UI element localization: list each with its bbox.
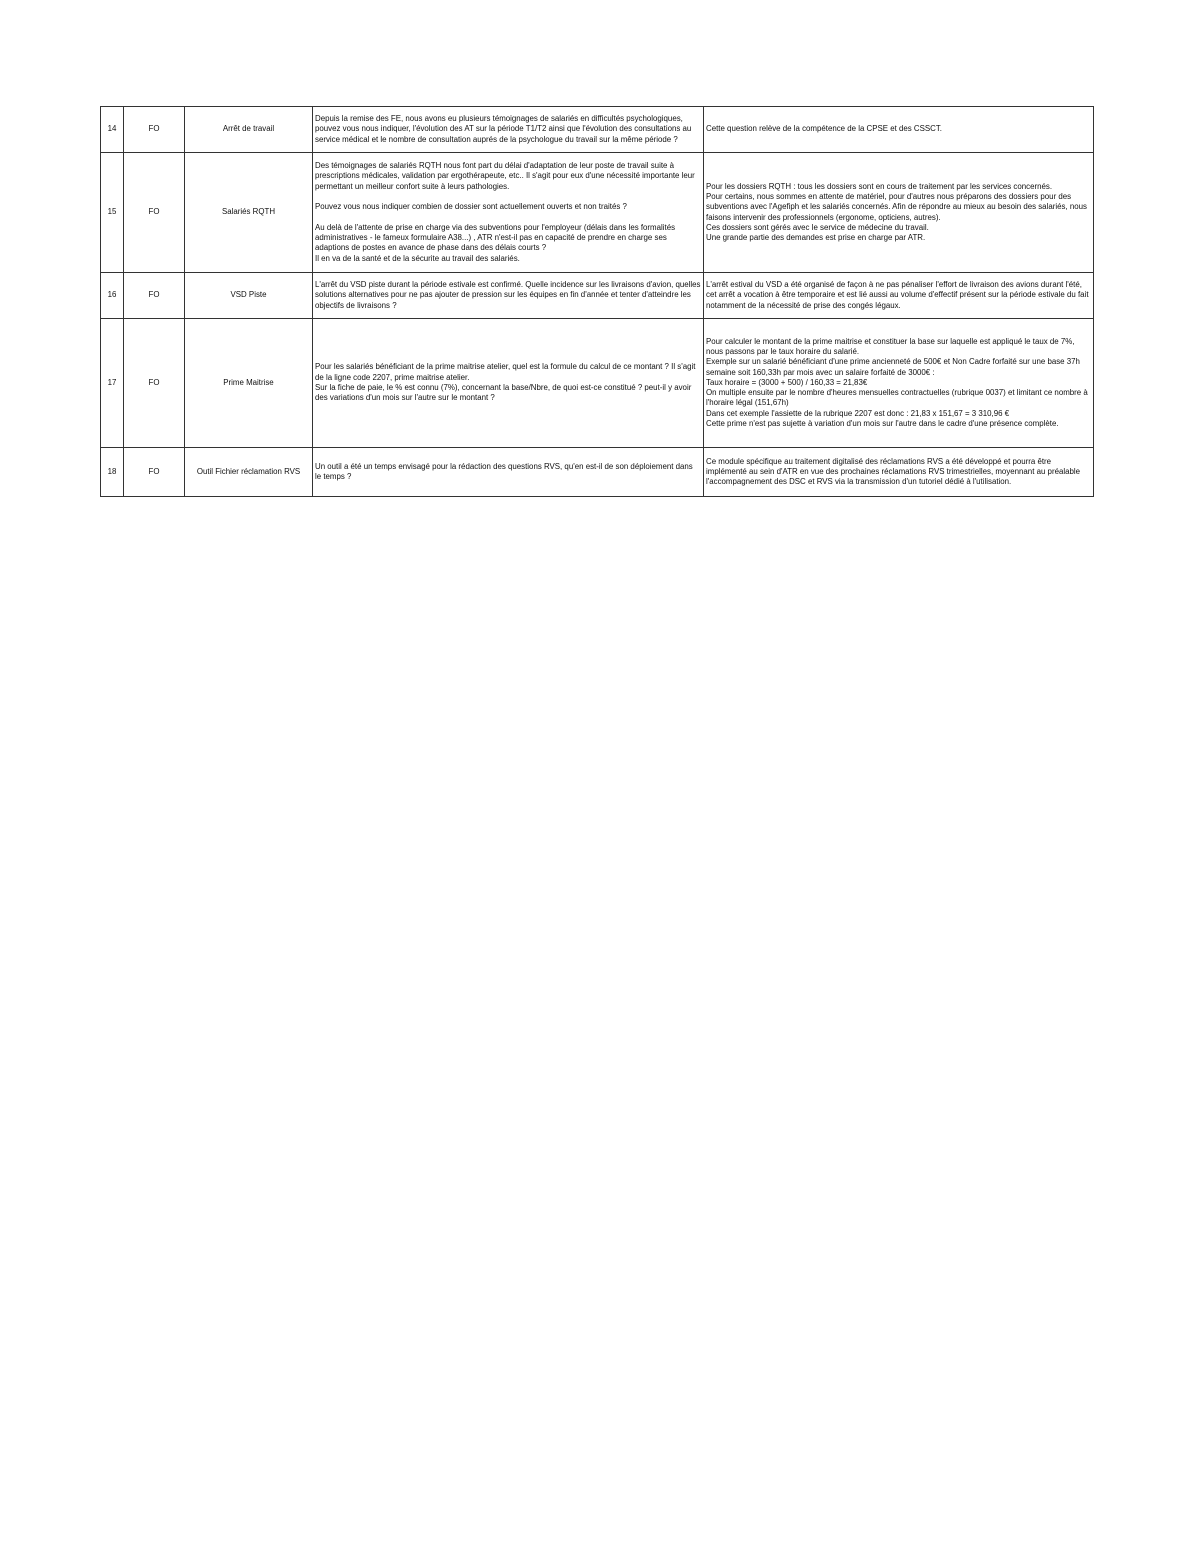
- table-row: [101, 153, 1094, 273]
- organization: FO: [124, 153, 185, 273]
- row-number: 15: [101, 153, 124, 273]
- table-row: [101, 107, 1094, 153]
- question: Depuis la remise des FE, nous avons eu plusieurs témoignages de salariés en difficultés psychologiques, pouvez vous nous indiquer, l'évolution des AT sur la période T1/T2 ainsi que l'évolution des consultations au service médical et le nombre de consultation auprés de la psychologue du travail sur la même période ?: [313, 107, 704, 153]
- answer: Pour les dossiers RQTH : tous les dossiers sont en cours de traitement par les services concernés. Pour certains, nous sommes en attente de matériel, pour d'autres nous préparons des dossiers pour des subventions avec l'Agefiph et les salariés concernés. Afin de répondre au mieux au besoin des salariés, nous faisons intervenir des professionnels (ergonome, opticiens, autres). Ces dossiers sont gérés avec le service de médecine du travail. Une grande partie des demandes est prise en charge par ATR.: [704, 153, 1094, 273]
- row-number: 14: [101, 107, 124, 153]
- answer: Ce module spécifique au traitement digitalisé des réclamations RVS a été développé et pourra être implémenté au sein d'ATR en vue des prochaines réclamations RVS trimestrielles, moyennant au préalable l'accompagnement des DSC et RVS via la transmission d'un tutoriel dédié à l'utilisation.: [704, 448, 1094, 497]
- topic: VSD Piste: [185, 273, 313, 319]
- question: Des témoignages de salariés RQTH nous font part du délai d'adaptation de leur poste de travail suite à prescriptions médicales, validation par ergothérapeute, etc.. Il s'agit pour eux d'une nécessité importante leur permettant un meilleur confort suite à leurs pathologies. Pouvez vous nous indiquer combien de dossier sont actuellement ouverts et non traités ? Au delà de l'attente de prise en charge via des subventions pour l'employeur (délais dans les formalités administratives - le fameux formulaire A38...) , ATR n'est-il pas en capacité de prendre en charge ses adaptions de postes en avance de phase dans des délais courts ? Il en va de la santé et de la sécurite au travail des salariés.: [313, 153, 704, 273]
- table-row: [101, 448, 1094, 497]
- topic: Salariés RQTH: [185, 153, 313, 273]
- table-row: [101, 319, 1094, 448]
- row-number: 17: [101, 319, 124, 448]
- question: L'arrêt du VSD piste durant la période estivale est confirmé. Quelle incidence sur les livraisons d'avion, quelles solutions alternatives pour ne pas ajouter de pression sur les équipes en fin d'année et tenter d'atteindre les objectifs de livraisons ?: [313, 273, 704, 319]
- answer: Pour calculer le montant de la prime maitrise et constituer la base sur laquelle est appliqué le taux de 7%, nous passons par le taux horaire du salarié. Exemple sur un salarié bénéficiant d'une prime ancienneté de 500€ et Non Cadre forfaité sur une base 37h semaine soit 160,33h par mois avec un salaire forfaité de 3000€ : Taux horaire = (3000 + 500) / 160,33 = 21,83€ On multiple ensuite par le nombre d'heures mensuelles contractuelles (rubrique 0037) et limitant ce nombre à l'horaire légal (151,67h) Dans cet exemple l'assiette de la rubrique 2207 est donc : 21,83 x 151,67 = 3 310,96 € Cette prime n'est pas sujette à variation d'un mois sur l'autre dans le cadre d'une présence complète.: [704, 319, 1094, 448]
- organization: FO: [124, 448, 185, 497]
- organization: FO: [124, 107, 185, 153]
- question: Un outil a été un temps envisagé pour la rédaction des questions RVS, qu'en est-il de son déploiement dans le temps ?: [313, 448, 704, 497]
- questions-table: [100, 106, 1094, 497]
- row-number: 16: [101, 273, 124, 319]
- answer: L'arrêt estival du VSD a été organisé de façon à ne pas pénaliser l'effort de livraison des avions durant l'été, cet arrêt a vocation à être temporaire et est lié aussi au volume d'effectif présent sur la période estivale du fait notamment de la nécessité de prise des congés légaux.: [704, 273, 1094, 319]
- topic: Prime Maitrise: [185, 319, 313, 448]
- question: Pour les salariés bénéficiant de la prime maitrise atelier, quel est la formule du calcul de ce montant ? Il s'agit de la ligne code 2207, prime maitrise atelier. Sur la fiche de paie, le % est connu (7%), concernant la base/Nbre, de quoi est-ce constitué ? peut-il y avoir des variations d'un mois sur l'autre sur le montant ?: [313, 319, 704, 448]
- topic: Outil Fichier réclamation RVS: [185, 448, 313, 497]
- answer: Cette question relève de la compétence de la CPSE et des CSSCT.: [704, 107, 1094, 153]
- row-number: 18: [101, 448, 124, 497]
- table-row: [101, 273, 1094, 319]
- organization: FO: [124, 319, 185, 448]
- topic: Arrêt de travail: [185, 107, 313, 153]
- organization: FO: [124, 273, 185, 319]
